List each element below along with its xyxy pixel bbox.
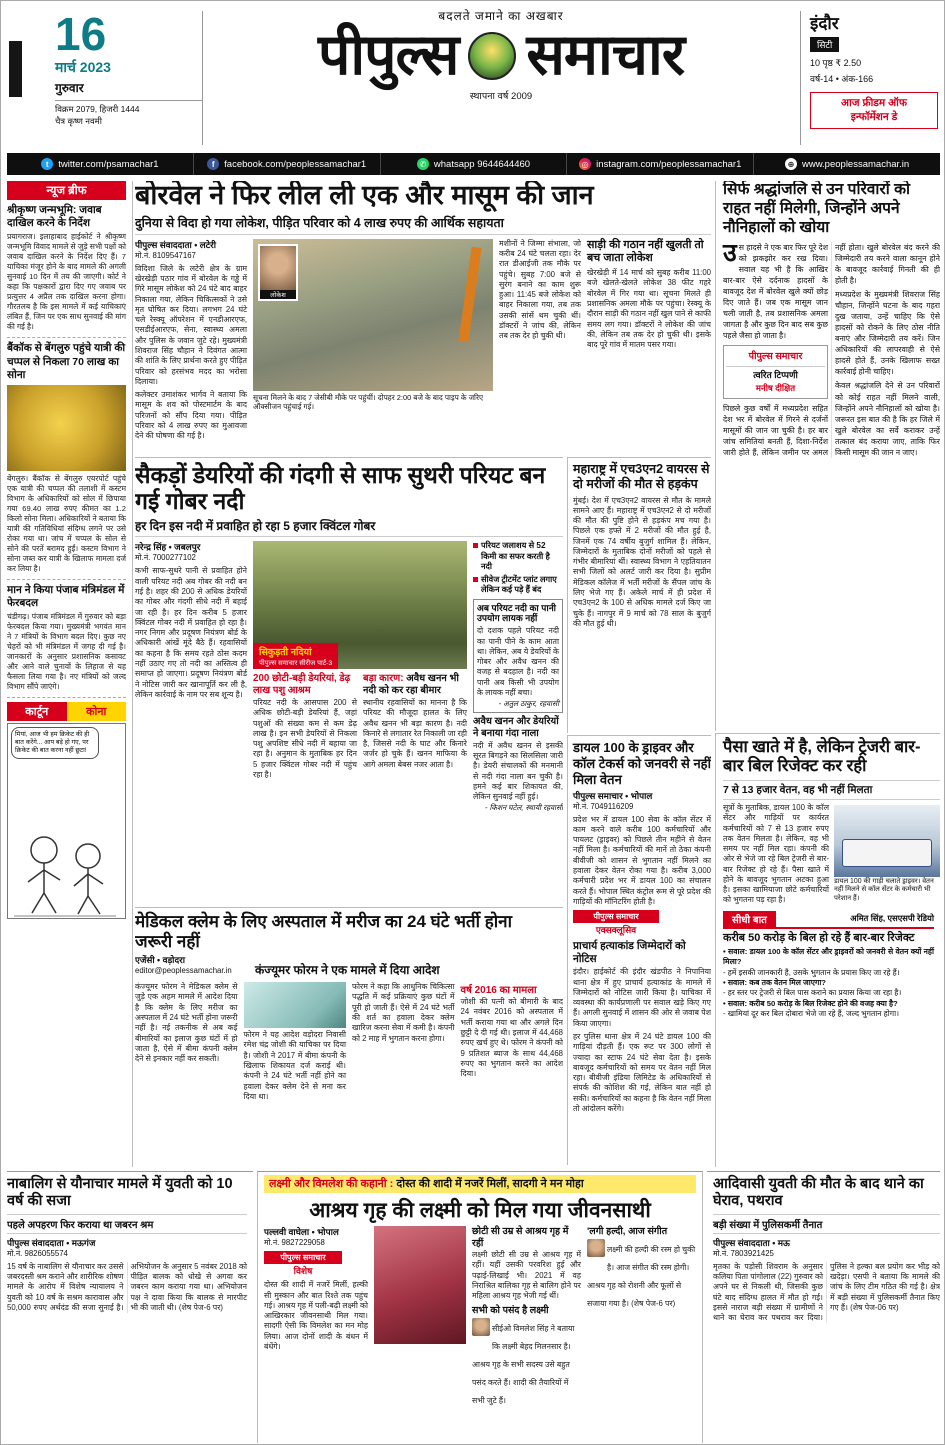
opinion-para-3: मध्यप्रदेश के मुख्यमंत्री शिवराज सिंह चौहान, जिन्होंने घटना के बाद गहरा दुख जताया, उन्हें चाहिए कि ऐसे हादसों को रोकने के लिए ठोस नीति बनाएं और जिम्मेदारी तय करें। जिन अधिकारियों की लापरवाही से ऐसे हादसे होते हैं, उनके खिलाफ सख्त कार्रवाई होनी चाहिए। [835,289,940,377]
treasury-headline: पैसा खाते में है, लेकिन ट्रेजरी बार-बार बिल रिजेक्ट कर रही [723,738,921,776]
calendar-line-1: विक्रम 2079, हिजरी 1444 [55,104,140,114]
drop-cap: उ [723,238,737,267]
byline: एजेंसी • वड़ोदरा [135,955,186,966]
nadi-fact-1: परियट जलाशय से 52 किमी का सफर करती है नदी [473,541,563,572]
byline: पीपुल्स समाचार • भोपाल [573,790,653,801]
brief-headline: श्रीकृष्ण जन्मभूमि: जवाब दाखिल करने के निर्देश [7,204,102,230]
victim-name-label: लोकेश [260,290,296,299]
qa-answer: - खामियां दूर कर बिल दोबारा भेजे जा रहे हैं, जल्द भुगतान होगा। [723,1008,899,1018]
dial100-vehicle-photo [834,805,940,877]
brief-headline: बैंकॉक से बेंगलुरु पहुंचे यात्री की चप्पल से निकला 70 लाख का सोना [7,342,126,381]
date-day: 16 [55,11,107,60]
interviewee-name: अमित सिंह, एसएसपी रेडियो [850,913,934,924]
nadi-headline: सैकड़ों डेयरियों की गंदगी से साफ सुथरी परियट बन गई गोबर नदी [135,462,546,515]
social-facebook-link[interactable]: f facebook.com/peoplessamachar1 [194,153,381,175]
paper-title-left: पीपुल्स [317,23,459,87]
calendar-line-2: चैत्र कृष्ण नवमी [55,115,102,126]
byline-email: editor@peoplessamachar.in [135,966,232,976]
qa-answer: - हमें इसकी जानकारी है, उसके भुगतान के प्रयास किए जा रहे हैं। [723,967,900,977]
sidhi-baat-bar [723,911,934,929]
brief-body: प्रयागराज। इलाहाबाद हाईकोर्ट ने श्रीकृष्ण जन्मभूमि विवाद मामले से जुड़े सभी पक्षों को जवाब दाखिल करने के निर्देश दिए हैं। 7 याचिका मंजूर होने के बाद मामले की अगली सुनवाई 10 दिन में तय की जाएगी। कोर्ट ने कहा कि पक्षकारों द्वारा दिए गए जवाब पर प्रत्युत्तर 4 अप्रैल तक दाखिल करना होगा। गौरतलब है कि इस मामले में कई याचिकाएं लंबित हैं, जिन पर एक साथ सुनवाई की मांग की गई है। [7,232,126,332]
treasury-body: सूत्रों के मुताबिक, डायल 100 के कॉल सेंटर और गाड़ियों पर कार्यरत कर्मचारियों को 7 से 13 हजार रुपए तक वेतन मिलता है। लेकिन, वह भी समय पर नहीं मिल रहा। कंपनी की ओर से भेजे जा रहे बिल ट्रेजरी से बार-बार रिजेक्ट हो रहे हैं। पैसा खाते में होने के बावजूद भुगतान अटका हुआ है। इसका खामियाजा छोटे कर्मचारियों को भुगतना पड़ रहा है। [723,802,829,905]
laxmi-col-4: 'लगी हल्दी, आज संगीत लक्ष्मी की हल्दी की रस्म हो चुकी है। आज संगीत की रस्म होगी। आश्रय गृह को रोशनी और फूलों से सजाया गया है। (शेष पेज-6 पर) [587,1226,696,1308]
police-photo-wrap [834,805,940,903]
quote-attribution: - अतुल ठाकुर, रहवासी [498,699,559,709]
story-gobar-nadi [135,457,563,903]
substory-headline: साड़ी की गठान नहीं खुलती तो बच जाता लोकेश [587,238,704,265]
qa-question: • सवाल: कब तक वेतन मिल जाएगा? [723,977,827,987]
lead-story-borewell [135,181,711,454]
weekday: गुरुवार [55,81,84,95]
byline: पीपुल्स संवाददाता • मऊगंज [7,1237,96,1248]
lead-headline: बोरवेल ने फिर लील ली एक और मासूम की जान [135,181,594,210]
story-treasury [715,733,940,1167]
quick-comment-badge: पीपुल्स समाचार त्वरित टिप्पणी मनीष दीक्षित [723,345,828,398]
brief-story-janmabhoomi [7,200,126,338]
bullet-square-icon [473,543,478,548]
story-laxmi-wedding [257,1171,703,1443]
cartoon-corner-header: कार्टून कोना [7,702,126,721]
bullet-square-icon [473,577,478,582]
lead-photo-wrap [253,239,493,442]
opinion-author: मनीष दीक्षित [755,382,796,393]
sub1-headline: 200 छोटी-बड़ी डेयरियां, डेढ़ लाख पशु आश्रम [253,673,351,697]
opinion-para-2: पिछले कुछ वर्षों में मध्यप्रदेश सहित देश भर में बोरवेल में गिरने से दर्जनों मासूमों की जान जा चुकी है। हर बार जांच समितियां बनती हैं, दिशा-निर्देश जारी होते हैं, लेकिन जमीन पर अमल नहीं होता। खुले बोरवेल बंद करने की जिम्मेदारी तय करने वाला कानून होने के बावजूद कार्रवाई गिनती की ही होती है। [723,242,940,457]
news-brief-column [7,181,133,1167]
masthead-date-block [7,11,203,145]
lead-photo-caption: सूचना मिलने के बाद 7 जेसीबी मौके पर पहुंचीं। दोपहर 2:00 बजे के बाद पाइप के जरिए ऑक्सीजन पहुंचाई गई। [253,392,484,411]
lead-text-col-2: मशीनों ने जिम्मा संभाला, जो करीब 24 घंटे चलता रहा। देर रात डीआईजी तक मौके पर पहुंचे। सुबह 7:00 बजे से सुरंग बनाने का काम शुरू हुआ। 11:45 बजे लोकेश को बाहर निकाला गया, तब तक उसकी सांसें थम चुकी थीं। डॉक्टरों ने जांच की, लेकिन तब तक देर हो चुकी थी। [499,238,581,341]
masthead-logo-icon [468,32,516,80]
byline-phone: मो.नं. 7803921425 [713,1248,774,1258]
brief-headline: मान ने किया पंजाब मंत्रिमंडल में फेरबदल [7,583,125,610]
laxmi-headline: आश्रय गृह की लक्ष्मी को मिल गया जीवनसाथी [309,1199,651,1223]
social-whatsapp-link[interactable]: ✆ whatsapp 9644644460 [381,153,568,175]
byline: पल्लवी वाघेला • भोपाल [264,1227,339,1238]
opinion-para-1: उस हादसे ने एक बार फिर पूरे देश को झकझोर कर रख दिया। सवाल यह भी है कि आखिर बार-बार ऐसे दर्दनाक हादसों के बावजूद देश में बोरवेल खुले क्यों छोड़ दिए जाते हैं। जब एक मासूम जान चली जाती है, तब प्रशासनिक अमला जागता है और कुछ दिन बाद सब कुछ पहले जैसा हो जाता है। [723,238,828,341]
groom-portrait-photo [587,1239,605,1257]
medical-byline-block [135,954,247,978]
opinion-headline: सिर्फ श्रद्धांजलि से उन परिवारों को राहत नहीं मिलेगी, जिन्होंने अपने नौनिहालों को खोया [723,181,911,236]
nadi-sub1: 200 छोटी-बड़ी डेयरियां, डेढ़ लाख पशु आश्रम परियट नदी के आसपास 200 से अधिक छोटी-बड़ी डेयरियां हैं, जहां पशुओं की संख्या कम से कम डेढ़ लाख है। इन सभी डेयरियों से निकला पशु अपशिष्ट सीधे नदी में बहाया जा रहा है। अनुमान के मुताबिक हर दिन 5 हजार क्विंटल गोबर नदी में पहुंच रहा है। [253,673,357,779]
globe-icon: ⊕ [785,158,797,170]
laxmi-sub3-headline: 'लगी हल्दी, आज संगीत [587,1226,668,1238]
nadi-sub3: अवैध खनन और डेयरियों ने बनाया गंदा नाला नदी में अवैध खनन से इसकी सूरत बिगड़ने का सिलसिला जारी है। डेयरी संचालकों की मनमानी से नदी गंदा नाला बन चुकी है। हमने कई बार शिकायत की, लेकिन सुनवाई नहीं हुई। - किशन घटेल, स्थायी रहवासी [473,716,563,813]
gold-slipper-photo [7,385,126,471]
qa-answer: - हर स्तर पर ट्रेजरी से बिल पास कराने का प्रयास किया जा रहा है। [723,988,902,998]
social-website-link[interactable]: ⊕ www.peoplessamachar.in [754,153,940,175]
bride-photo [374,1226,466,1344]
nadi-text-col: नरेन्द्र सिंह • जबलपुर मो.नं. 7000277102 कभी साफ-सुथरे पानी से प्रवाहित होने वाली परियट नदी अब गोबर की नदी बन गई है। शहर की 200 से अधिक डेयरियों का गोबर और गंदगी सीधे नदी में बहाई जा रही है। हर दिन करीब 5 हजार क्विंटल गोबर नदी में प्रवाहित हो रहा है। नगर निगम और प्रदूषण नियंत्रण बोर्ड के अधिकारी आंखें मूंदे बैठे हैं। रहवासियों का कहना है कि समय रहते ठोस कदम नहीं उठाए गए तो नदी का अस्तित्व ही समाप्त हो जाएगा। प्रदूषण नियंत्रण बोर्ड ने नोटिस जारी कर खानापूर्ति कर ली है, लेकिन कार्रवाई के नाम पर सब शून्य है। [135,542,247,699]
adivasi-headline: आदिवासी युवती की मौत के बाद थाने का घेराव, पथराव [713,1176,924,1210]
social-bar [7,153,940,175]
byline-phone: मो.नं. 8109547167 [135,250,196,260]
masthead-tagline: बदलते जमाने का अखबार [438,9,564,23]
masthead-title-block [203,7,799,147]
lead-substory: साड़ी की गठान नहीं खुलती तो बच जाता लोकेश खेरखेड़ी में 14 मार्च को सुबह करीब 11:00 बजे खेलते-खेलते लोकेश 38 फीट गहरे बोरवेल में गिर गया था। सूचना मिलते ही प्रशासनिक अमला मौके पर पहुंचा। रेस्क्यू के दौरान साड़ी की गठान नहीं खुल पाने से काफी समय लग गया। डॉक्टरों ने लोकेश की जांच की, लेकिन तब तक देर हो चुकी थी। इसके बाद पूरे गांव में मातम पसर गया। [587,238,711,350]
story-minor-case [7,1171,253,1443]
minor-subhead: पहले अपहरण फिर कराया था जबरन श्रम [7,1214,247,1234]
cartoon-image [7,723,126,919]
dial-headline: डायल 100 के ड्राइवर और कॉल टेकर्स को जनवरी से नहीं मिला वेतन [573,740,711,787]
medical-col-4: वर्ष 2016 का मामला जोशी की पत्नी को बीमारी के बाद 24 नवंबर 2016 को अस्पताल में भर्ती कराया गया था और अगले दिन छुट्टी दे दी गई थी। इलाज में 44,468 रुपए खर्च हुए थे। फोरम ने कंपनी को 9 प्रतिशत ब्याज के साथ 44,468 रुपए का भुगतान करने का आदेश दिया। [461,982,564,1102]
edition-name: इंदौर [810,14,839,33]
case-year-headline: वर्ष 2016 का मामला [460,985,537,997]
social-instagram-link[interactable]: ◎ instagram.com/peoplessamachar1 [567,153,754,175]
byline-phone: मो.नं. 7000277102 [135,553,196,563]
nadi-center-col [253,541,467,813]
health-insurance-photo [244,982,347,1028]
h3n2-body: मुंबई। देश में एच3एन2 वायरस से मौत के मामले सामने आए हैं। महाराष्ट्र में एच3एन2 से दो मरीजों की मौत की पुष्टि होने से हड़कंप मच गया है। पिछले एक हफ्ते में 2 मरीजों की मौत हुई है, जिनमें एक 74 वर्षीय बुजुर्ग शामिल हैं। लेकिन, जिम्मेदारों के मुताबिक दोनों मरीजों को पहले से गंभीर बीमारियां थीं। स्वास्थ्य विभाग ने एहतियातन सभी जिलों को अलर्ट जारी कर दिया है। सुप्रीम मेडिकल कॉलेज में भर्ती मरीजों के सैंपल जांच के लिए भेजे गए हैं। अकेले मार्च में ही प्रदेश में एच3एन2 के 100 से अधिक मामले दर्ज किए जा चुके हैं। नागपुर में 9 मार्च को 78 साल के बुजुर्ग की मौत हुई थी। [573,495,711,628]
sub2-headline: बड़ा कारण: अवैध खनन भी नदी को कर रहा बीमार [363,673,459,697]
brief-story-gold [7,338,126,580]
byline: पीपुल्स संवाददाता • मऊ [713,1237,790,1248]
whatsapp-icon: ✆ [417,158,429,170]
h3n2-headline: महाराष्ट्र में एच3एन2 वायरस से दो मरीजों की मौत से हड़कंप [573,462,710,492]
twitter-icon: t [41,158,53,170]
principal-notice-headline: प्राचार्य हत्याकांड जिम्मेदारों को नोटिस [573,940,686,965]
laxmi-sub2-headline: सभी को पसंद है लक्ष्मी [472,1305,549,1317]
brief-body: बेंगलुरु। बैंकॉक से बेंगलुरु एयरपोर्ट पहुंचे एक यात्री की चप्पल की तलाशी में कस्टम विभाग के अधिकारियों को सोल में छिपाया गया 69.40 लाख रुपए कीमत का 1.2 किलो सोना मिला। अधिकारियों ने बताया कि यात्री की गतिविधियां संदिग्ध लगने पर उसे रोका गया था। जांच में चप्पल के सोल से सोने की परतें बरामद हुईं। कस्टम विभाग ने सोना जब्त कर यात्री के खिलाफ मामला दर्ज कर लिया है। [7,473,126,573]
qa-question: • सवाल: करीब 50 करोड़ के बिल रिजेक्ट होने की वजह क्या है? [723,998,898,1008]
qa-question: • सवाल: डायल 100 के कॉल सेंटर और ड्राइवरों को जनवरी से वेतन क्यों नहीं मिला? [723,946,934,967]
victim-inset-photo [258,244,298,301]
nadi-sub2: बड़ा कारण: अवैध खनन भी नदी को कर रहा बीमार स्थानीय रहवासियों का मानना है कि परियट की मौजूदा हालत के लिए अवैध खनन भी बड़ा कारण है। नदी किनारे से लगातार रेत निकाली जा रही है, जिससे नदी के घाट और किनारे जर्जर हो चुके हैं। खनन माफिया के आगे अमला बेबस नजर आता है। [363,673,467,769]
medical-col-2: फोरम ने यह आदेश वड़ोदरा निवासी रमेश चंद्र जोशी की याचिका पर दिया है। जोशी ने 2017 में बीमा कंपनी के खिलाफ शिकायत दर्ज कराई थी। कंपनी ने 24 घंटे भर्ती नहीं होने का हवाला देकर क्लेम देने से मना कर दिया था। [244,982,347,1102]
date-month: मार्च 2023 [55,59,111,75]
cartoon-speech-bubble: मियां, आज भी हम क्रिकेट की ही बात करेंगे... आप बड़े हो गए, पर क्रिकेट की बात करना नहीं छूटा! [11,727,99,759]
byline-phone: मो.नं. 9827229058 [264,1238,325,1248]
lead-text-col-1: पीपुल्स संवाददाता • लटेरी मो.नं. 8109547167 विदिशा जिले के लटेरी क्षेत्र के ग्राम खेरखेड़ी पठार गांव में बोरवेल के गड्ढे में गिरे मासूम लोकेश को 24 घंटे बाद बाहर निकाला गया, लेकिन चिकित्सकों ने उसे मृत घोषित कर दिया। लगभग 24 घंटे चले रेस्क्यू ऑपरेशन में एनडीआरएफ, एसडीईआरएफ, सेना, स्वास्थ्य अमला और पुलिस के जवान जुटे रहे। मुख्यमंत्री शिवराज सिंह चौहान ने दिवंगत आत्मा की शांति के लिए प्रार्थना करते हुए पीड़ित परिवार को हरसंभव मदद का भरोसा दिलाया। कलेक्टर उमाशंकर भार्गव ने बताया कि मासूम के शव को पोस्टमार्टम के बाद परिजनों को सौंप दिया गया। पीड़ित परिवार को 4 लाख रुपए का मुआवजा देने की घोषणा की गई है। [135,239,247,441]
medical-col-3: फोरम ने कहा कि आधुनिक चिकित्सा पद्धति में कई प्रक्रियाएं कुछ घंटों में पूरी हो जाती हैं। ऐसे में 24 घंटे भर्ती की शर्त का हवाला देकर क्लेम खारिज करना सेवा में कमी है। कंपनी को 2 माह में भुगतान करना होगा। [352,982,455,1043]
pages-price: 10 पृष्ठ ₹ 2.50 [810,58,862,68]
nadi-quote-box: अब परियट नदी का पानी उपयोग लायक नहीं दो दशक पहले परियट नदी का पानी पीने के काम आता था। लेकिन, अब ये डेयरियों के गोबर और अवैध खनन की वजह से बदहाल है। नदी का पानी अब किसी भी उपयोग के लायक नहीं बचा। - अतुल ठाकुर, रहवासी [473,599,563,714]
news-brief-header: न्यूज ब्रीफ [7,181,126,200]
borewell-rescue-photo [253,239,493,391]
minor-headline: नाबालिग से यौनाचार मामले में युवती को 10 वर्ष की सजा [7,1176,233,1210]
established-year: स्थापना वर्ष 2009 [469,90,533,102]
brief-body: चंडीगढ़। पंजाब मंत्रिमंडल में गुरुवार को बड़ा फेरबदल किया गया। मुख्यमंत्री भगवंत मान ने 7 मंत्रियों के विभाग बदल दिए। कुछ नए चेहरों को भी मंत्रिमंडल में जगह दी गई है। जानकारों के अनुसार प्रशासनिक कसावट और आने वाले चुनावों के लिहाज से यह फैसला लिया गया है। नए मंत्रियों को जल्द विभाग सौंपे जाएंगे। [7,612,126,692]
laxmi-sub1-headline: छोटी सी उम्र से आश्रय गृह में रहीं [472,1226,569,1249]
series-badge: सिकुड़ती नदियां पीपुल्स समाचार सीरीज पार्ट-3 [253,643,338,669]
quote-attribution: - किशन घटेल, स्थायी रहवासी [485,803,563,813]
byline: पीपुल्स संवाददाता • लटेरी [135,239,217,250]
cartoon-drawing [8,798,120,918]
police-photo-caption: डायल 100 की गाड़ी चलाते ड्राइवर। वेतन नहीं मिलने से कॉल सेंटर के कर्मचारी भी परेशान हैं। [834,877,934,902]
volume-issue: वर्ष-14 • अंक-166 [810,74,874,84]
nadi-fact-2: सीवेज ट्रीटमेंट प्लांट लगाए लेकिन कई पड़े हैं बंद [473,575,563,596]
story-medical-claim [135,907,563,1165]
byline-phone: मो.नं. 9826055574 [7,1248,68,1258]
qa-list [723,947,940,1019]
sub3-headline: अवैध खनन और डेयरियों ने बनाया गंदा नाला [473,716,559,739]
brief-story-punjab [7,580,126,698]
nadi-right-col [473,541,563,813]
story-h3n2 [567,457,711,733]
masthead-edition-block [800,11,938,145]
nadi-subhead: हर दिन इस नदी में प्रवाहित हो रहा 5 हजार क्विंटल गोबर [135,517,563,537]
city-chip: सिटी [810,37,839,52]
today-banner: आज फ्रीडम ऑफ इन्फॉर्मेशन डे [810,92,938,129]
instagram-icon: ◎ [579,158,591,170]
laxmi-kicker: लक्ष्मी और विमलेश की कहानी : दोस्त की शादी में नजरें मिलीं, सादगी ने मन मोहा [264,1175,696,1193]
victim-face [260,246,296,290]
treasury-subhead: 7 से 13 हजार वेतन, वह भी नहीं मिलता [723,780,940,800]
river-photo [253,541,467,669]
facebook-icon: f [207,158,219,170]
treasury-subhead-2: करीब 50 करोड़ के बिल हो रहे हैं बार-बार रिजेक्ट [723,931,915,944]
ceo-portrait-photo [472,1318,490,1336]
story-dial-100: डायल 100 के ड्राइवर और कॉल टेकर्स को जनवरी से नहीं मिला वेतन पीपुल्स समाचार • भोपाल मो.नं. 7049116209 प्रदेश भर में डायल 100 सेवा के कॉल सेंटर में काम करने वाले करीब 100 कर्मचारियों और पायलट (ड्राइवर) को पिछले तीन महीने से वेतन नहीं मिला है। कर्मचारियों की मानें तो ठेका कंपनी बीवीजी को शासन से भुगतान नहीं मिलने का हवाला देकर वेतन रोका गया है। करीब 3,000 कर्मचारी प्रदेश भर में डायल 100 का संचालन करते हैं। भोपाल स्थित कंट्रोल रूम से पूरे प्रदेश की गाड़ियों की मॉनिटरिंग होती है। पीपुल्स समाचार एक्सक्लूसिव प्राचार्य हत्याकांड जिम्मेदारों को नोटिस इंदौर। हाईकोर्ट की इंदौर खंडपीठ ने निपानिया थाना क्षेत्र में हुए प्राचार्य हत्याकांड के मामले में जिम्मेदारों को नोटिस जारी किया है। याचिका में व्यवस्था की कार्यप्रणाली पर सवाल खड़े किए गए हैं। अगली सुनवाई में शासन की ओर से जवाब पेश किया जाएगा। हर पुलिस थाना क्षेत्र में 24 घंटे डायल 100 की गाड़ियां दौड़ती हैं। एक रूट पर 300 लोगों से ज्यादा का स्टाफ 24 घंटे सेवा देता है। इसके बावजूद कर्मचारियों को समय पर वेतन नहीं मिल रहा। बीवीजी इंडिया लिमिटेड के अधिकारियों से संपर्क की कोशिश की गई, लेकिन बात नहीं हो सकी। कर्मचारियों का कहना है कि वेतन नहीं मिला तो आंदोलन करेंगे। [567,735,711,1165]
opinion-para-4: केवल श्रद्धांजलि देने से उन परिवारों को कोई राहत नहीं मिलने वाली, जिन्होंने अपने नौनिहालों को खोया है। जरूरत इस बात की है कि हर जिले में खुले बोरवेल का सर्वे कराकर उन्हें तत्काल बंद कराया जाए, ताकि फिर किसी मासूम की जान न जाए। [835,381,940,457]
opinion-column [715,181,940,731]
byline-phone: मो.नं. 7049116209 [573,801,634,811]
paper-title-right: समाचार [526,23,685,87]
laxmi-col-1: पल्लवी वाघेला • भोपाल मो.नं. 9827229058 पीपुल्स समाचार विशेष दोस्त की शादी में नजरें मिलीं, हल्की सी मुस्कान और बात रिश्ते तक पहुंच गई। आश्रय गृह में पली-बढ़ी लक्ष्मी को आखिरकार जीवनसाथी मिल गया। सादगी ऐसी कि विमलेश का मन मोह लिया। आज दोनों शादी के बंधन में बंधेंगे। [264,1227,369,1351]
medical-subhead: कंज्यूमर फोरम ने एक मामले में दिया आदेश [255,963,440,978]
adivasi-subhead: बड़ी संख्या में पुलिसकर्मी तैनात [713,1214,940,1234]
medical-col-1: कंज्यूमर फोरम ने मेडिकल क्लेम से जुड़े एक अहम मामले में आदेश दिया है कि क्लेम के लिए मरीज का अस्पताल में 24 घंटे भर्ती होना जरूरी नहीं है। नई तकनीक से अब कई बीमारियों का इलाज कुछ घंटों में हो जाता है, ऐसे में बीमा कंपनी क्लेम देने से इनकार नहीं कर सकती। [135,982,238,1064]
medical-headline: मेडिकल क्लेम के लिए अस्पताल में मरीज का 24 घंटे भर्ती होना जरूरी नहीं [135,912,513,951]
story-adivasi-protest [707,1171,940,1443]
exclusive-badge: पीपुल्स समाचार एक्सक्लूसिव [573,910,659,936]
social-twitter-link[interactable]: t twitter.com/psamachar1 [7,153,194,175]
minor-body: 15 वर्ष के नाबालिग से यौनाचार कर उससे जबरदस्ती श्रम कराने और शारीरिक शोषण मामले के आरोप में विशेष न्यायालय ने युवती को 10 वर्ष के सश्रम कारावास और 50,000 रुपए अर्थदंड की सजा सुनाई है। अभियोजन के अनुसार 5 नवंबर 2018 को पीड़ित बालक को धोखे से अगवा कर जबरन काम कराया गया था। अभियोजन पक्ष ने दावा किया कि बालक से मारपीट भी की जाती थी। (शेष पेज-6 पर) [7,1261,247,1312]
laxmi-col-3: छोटी सी उम्र से आश्रय गृह में रहीं लक्ष्मी छोटी सी उम्र से आश्रय गृह में रहीं। यहीं उसकी परवरिश हुई और पढ़ाई-लिखाई भी। 2021 में वह निराश्रित बालिका गृह से बालिग होने पर महिला आश्रय गृह भेजी गई थीं। सभी को पसंद है लक्ष्मी सीईओ विमलेश सिंह ने बताया कि लक्ष्मी बेहद मिलनसार है। आश्रय गृह के सभी सदस्य उसे बहुत पसंद करते हैं। शादी की तैयारियों में सभी जुटे हैं। [472,1226,581,1405]
sidhi-baat-label: सीधी बात [723,911,776,927]
byline: नरेन्द्र सिंह • जबलपुर [135,542,201,553]
special-badge: पीपुल्स समाचार विशेष [264,1251,342,1277]
lead-subhead: दुनिया से विदा हो गया लोकेश, पीड़ित परिवार को 4 लाख रुपए की आर्थिक सहायता [135,214,711,235]
adivasi-body: मृतका के पड़ोसी शिवराम के अनुसार कलिया पिता पांगोलाल (22) गुरुवार को अपने घर से निकली थी, जिसकी कुछ घंटे बाद संदिग्ध हालत में मौत हो गई। इससे नाराज बड़ी संख्या में ग्रामीणों ने थाने का घेराव कर पथराव कर दिया। पुलिस ने हल्का बल प्रयोग कर भीड़ को खदेड़ा। एसपी ने बताया कि मामले की जांच के लिए टीम गठित की गई है। क्षेत्र में बड़ी संख्या में पुलिसकर्मी तैनात किए गए हैं। (शेष पेज-06 पर) [713,1261,940,1323]
